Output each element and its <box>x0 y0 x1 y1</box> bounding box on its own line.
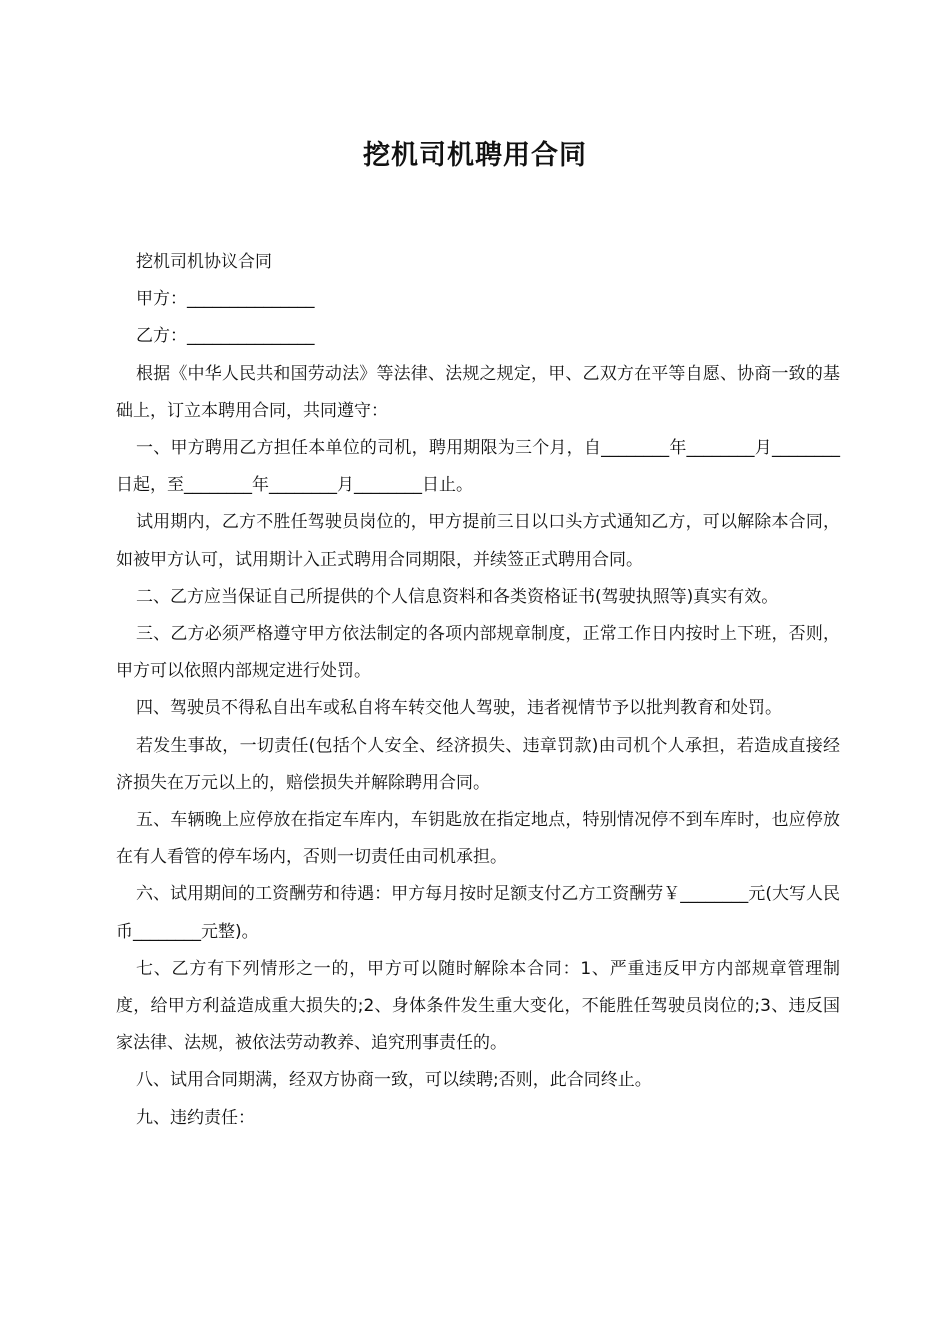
paragraph-subtitle: 挖机司机协议合同 <box>136 252 272 272</box>
paragraph-clause-2: 二、乙方应当保证自己所提供的个人信息资料和各类资格证书(驾驶执照等)真实有效。 <box>136 586 779 607</box>
paragraph-probation: 试用期内，乙方不胜任驾驶员岗位的，甲方提前三日以口头方式通知乙方，可以解除本合同，如被甲方认可，试用期计入正式聘用合同期限，并续签正式聘用合同。 <box>116 512 840 570</box>
paragraph-preamble: 根据《中华人民共和国劳动法》等法律、法规之规定，甲、乙双方在平等自愿、协商一致的基础上，订立本聘用合同，共同遵守： <box>116 363 840 421</box>
paragraph-clause-7: 七、乙方有下列情形之一的，甲方可以随时解除本合同：1、严重违反甲方内部规章管理制度，给甲方利益造成重大损失的;2、身体条件发生重大变化，不能胜任驾驶员岗位的;3、违反国家法律、法规，被依法劳动教养、追究刑事责任的。 <box>116 958 840 1054</box>
paragraph-clause-4: 四、驾驶员不得私自出车或私自将车转交他人驾驶，违者视情节予以批判教育和处罚。 <box>136 698 782 719</box>
document-body <box>116 244 840 1137</box>
document-title: 挖机司机聘用合同 <box>363 140 587 171</box>
paragraph-clause-3: 三、乙方必须严格遵守甲方依法制定的各项内部规章制度，正常工作日内按时上下班，否则，甲方可以依照内部规定进行处罚。 <box>116 624 840 682</box>
paragraph-accident: 若发生事故，一切责任(包括个人安全、经济损失、违章罚款)由司机个人承担，若造成直接经济损失在万元以上的，赔偿损失并解除聘用合同。 <box>116 735 840 793</box>
paragraph-clause-5: 五、车辆晚上应停放在指定车库内，车钥匙放在指定地点，特别情况停不到车库时，也应停放在有人看管的停车场内，否则一切责任由司机承担。 <box>116 810 840 868</box>
paragraph-clause-8: 八、试用合同期满，经双方协商一致，可以续聘;否则，此合同终止。 <box>136 1070 652 1091</box>
paragraph-party-a: 甲方：_______________ <box>136 289 315 310</box>
paragraph-clause-1: 一、甲方聘用乙方担任本单位的司机，聘用期限为三个月，自________年________月________日起，至________年________月________日止。 <box>116 438 840 496</box>
paragraph-clause-9: 九、违约责任： <box>136 1107 255 1128</box>
paragraph-clause-6: 六、试用期间的工资酬劳和待遇：甲方每月按时足额支付乙方工资酬劳￥________元(大写人民币________元整)。 <box>116 884 840 942</box>
paragraph-party-b: 乙方：_______________ <box>136 326 315 347</box>
